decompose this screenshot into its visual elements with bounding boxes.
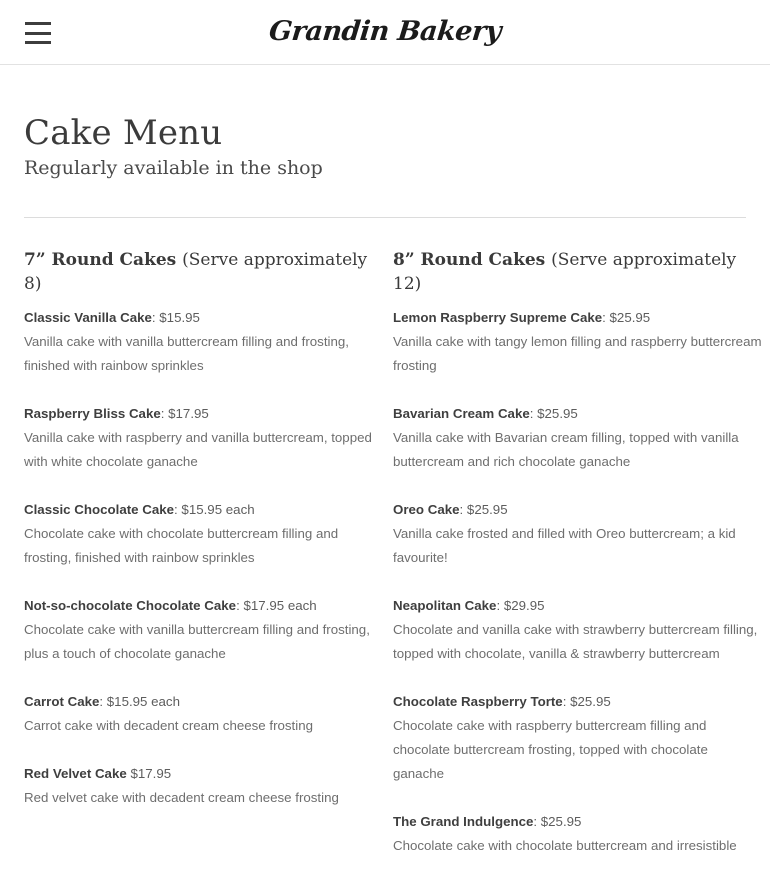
menu-item-description: Vanilla cake with raspberry and vanilla buttercream, topped with white chocolate ganache — [24, 430, 372, 469]
menu-item — [24, 306, 389, 378]
menu-item-name: Classic Vanilla Cake — [24, 310, 152, 325]
column-size-label: 7” Round Cakes — [24, 250, 177, 270]
menu-item-description: Chocolate cake with raspberry buttercream filling and chocolate buttercream frosting, topped with chocolate ganache — [393, 718, 708, 781]
menu-item-price: : $25.95 — [529, 406, 578, 421]
menu-item-name: Bavarian Cream Cake — [393, 406, 530, 421]
menu-item-heading — [24, 306, 389, 330]
menu-item — [393, 306, 762, 378]
menu-item-name: Classic Chocolate Cake — [24, 502, 175, 517]
menu-item-name: Red Velvet Cake — [24, 766, 127, 781]
menu-item — [393, 498, 762, 570]
menu-item-description: Chocolate cake with chocolate buttercream and irresistible — [393, 838, 737, 853]
menu-item-heading — [24, 594, 389, 618]
menu-item-name: Lemon Raspberry Supreme Cake — [393, 310, 603, 325]
menu-item-description: Chocolate and vanilla cake with strawberry buttercream filling, topped with chocolate, vanilla & strawberry buttercream — [393, 622, 758, 661]
menu-item-name: Neapolitan Cake — [393, 598, 497, 613]
column-serves-label: (Serve approximately 12) — [393, 250, 737, 294]
page-content — [0, 65, 770, 882]
column-serves-label: (Serve approximately 8) — [24, 250, 368, 294]
menu-columns — [24, 248, 762, 882]
menu-item-description: Vanilla cake with Bavarian cream filling, topped with vanilla buttercream and rich chocolate ganache — [393, 430, 739, 469]
menu-item-heading — [393, 810, 762, 834]
menu-item-name: The Grand Indulgence — [393, 814, 534, 829]
menu-item-price: : $15.95 — [151, 310, 200, 325]
site-header — [0, 0, 770, 65]
menu-item-price: $17.95 — [126, 766, 172, 781]
menu-item-name: Oreo Cake — [393, 502, 460, 517]
page-subtitle: Regularly available in the shop — [24, 157, 323, 179]
menu-item-heading — [393, 402, 762, 426]
column-heading — [393, 248, 762, 296]
menu-item-price: : $25.95 — [562, 694, 611, 709]
menu-column-7-inch — [24, 248, 393, 882]
menu-item — [24, 498, 389, 570]
menu-item-description: Vanilla cake with vanilla buttercream filling and frosting, finished with rainbow sprinkles — [24, 334, 349, 373]
menu-item-price: : $25.95 — [533, 814, 582, 829]
column-size-label: 8” Round Cakes — [393, 250, 546, 270]
menu-item — [24, 690, 389, 738]
menu-item — [393, 690, 762, 786]
menu-item-heading — [393, 594, 762, 618]
menu-column-8-inch — [393, 248, 762, 882]
menu-item-price: : $17.95 — [160, 406, 209, 421]
menu-item — [393, 594, 762, 666]
menu-item-heading — [393, 690, 762, 714]
brand-logo[interactable]: Grandin Bakery — [267, 16, 503, 47]
menu-item-price: : $15.95 each — [99, 694, 180, 709]
menu-item-price: : $25.95 — [459, 502, 508, 517]
menu-item-description: Chocolate cake with vanilla buttercream filling and frosting, plus a touch of chocolate ganache — [24, 622, 370, 661]
menu-item-description: Carrot cake with decadent cream cheese frosting — [24, 718, 313, 733]
section-divider — [24, 217, 746, 218]
menu-item-name: Chocolate Raspberry Torte — [393, 694, 563, 709]
menu-item-heading — [24, 402, 389, 426]
menu-item-heading — [24, 690, 389, 714]
menu-item-description: Vanilla cake frosted and filled with Oreo buttercream; a kid favourite! — [393, 526, 736, 565]
menu-item-price: : $25.95 — [602, 310, 651, 325]
menu-item-name: Carrot Cake — [24, 694, 100, 709]
menu-item — [24, 402, 389, 474]
menu-item-price: : $17.95 each — [236, 598, 317, 613]
column-heading — [24, 248, 389, 296]
menu-item-heading — [24, 498, 389, 522]
menu-item-heading — [393, 498, 762, 522]
menu-item-heading — [393, 306, 762, 330]
menu-item — [24, 762, 389, 810]
menu-item-price: : $29.95 — [496, 598, 545, 613]
menu-item-description: Vanilla cake with tangy lemon filling and raspberry buttercream frosting — [393, 334, 762, 373]
menu-item — [24, 594, 389, 666]
menu-item-description: Chocolate cake with chocolate buttercream filling and frosting, finished with rainbow sprinkles — [24, 526, 339, 565]
menu-item — [393, 810, 762, 858]
menu-item-description: Red velvet cake with decadent cream cheese frosting — [24, 790, 339, 805]
menu-item-price: : $15.95 each — [174, 502, 255, 517]
page-title: Cake Menu — [24, 113, 223, 153]
menu-item-name: Not-so-chocolate Chocolate Cake — [24, 598, 237, 613]
menu-item-heading — [24, 762, 389, 786]
menu-item-name: Raspberry Bliss Cake — [24, 406, 161, 421]
menu-item — [393, 402, 762, 474]
